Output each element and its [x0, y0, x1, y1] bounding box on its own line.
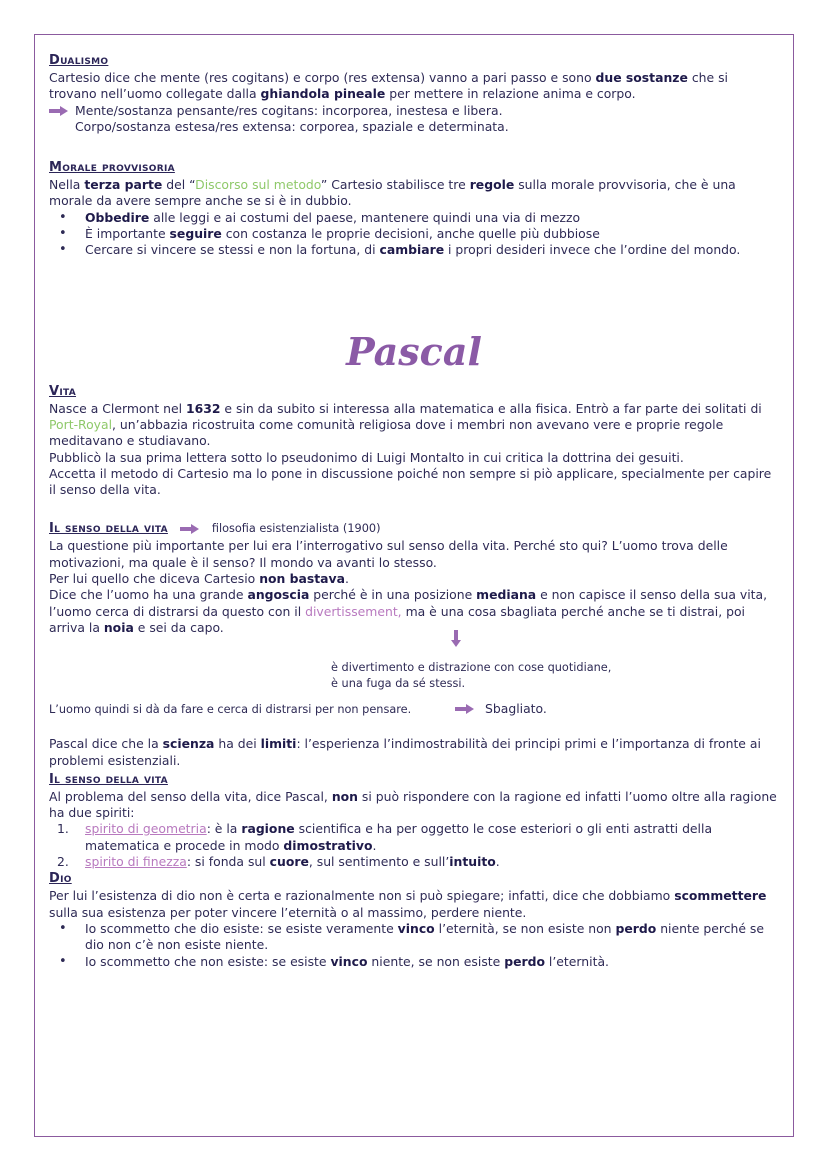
- arrow-down-icon: [451, 630, 461, 648]
- heading-senso-della-vita: Il senso della vita: [49, 521, 168, 537]
- dualismo-line-mente: Mente/sostanza pensante/res cogitans: incorporea, inestesa e libera.: [75, 102, 503, 118]
- list-item: 1. spirito di geometria: è la ragione scientifica e ha per oggetto le cose esteriori o gli enti astratti della matematica e procede in modo dimostrativo.: [57, 821, 713, 853]
- vita-paragraph-metodo: Accetta il metodo di Cartesio ma lo pone in discussione poiché non sempre si piò applicare, specialmente per capire il senso della vita.: [49, 465, 772, 498]
- vita-paragraph: Nasce a Clermont nel 1632 e sin da subito si interessa alla matematica e alla fisica. Entrò a far parte dei solitati di Port-Royal, un’abbazia ricostruita come comunità religiosa dove i membri non avevano vere e proprie regole meditavano e studiavano.: [49, 400, 762, 449]
- document-body: [49, 48, 779, 970]
- senso-note: filosofia esistenzialista (1900): [211, 522, 381, 536]
- port-royal-link[interactable]: Port-Royal: [49, 416, 113, 432]
- divertissement-annotation: [49, 636, 779, 702]
- heading-dio: Dio: [49, 871, 72, 887]
- arrow-right-icon: [49, 106, 69, 116]
- senso-paragraph-2: Per lui quello che diceva Cartesio non bastava.: [49, 571, 349, 587]
- senso-conclusion: L’uomo quindi si dà da fare e cerca di distrarsi per non pensare.: [49, 703, 412, 717]
- arrow-right-icon: [455, 704, 475, 714]
- vita-paragraph-lettera: Pubblicò la sua prima lettera sotto lo pseudonimo di Luigi Montalto in cui critica la dottrina dei gesuiti.: [49, 449, 684, 465]
- senso-paragraph-1: La questione più importante per lui era l’interrogativo sul senso della vita. Perché sto qui? L’uomo trova delle motivazioni, ma quale è il senso? Il mondo va avanti lo stesso.: [49, 538, 728, 570]
- heading-morale-provvisoria: Morale provvisoria: [49, 160, 175, 176]
- dio-paragraph: Per lui l’esistenza di dio non è certa e razionalmente non si può spiegare; infatti, dice che dobbiamo scommettere sulla sua esistenza per poter vincere l’eternità o al massimo, perdere niente.: [49, 888, 767, 920]
- senso-conclusion-row: [49, 702, 779, 720]
- dio-list: [49, 921, 779, 970]
- spiriti-list: [49, 821, 779, 870]
- spirito-di-geometria-link[interactable]: spirito di geometria: [85, 821, 207, 837]
- list-item: • È importante seguire con costanza le proprie decisioni, anche quelle più dubbiose: [49, 226, 779, 242]
- heading-dualismo: Dualismo: [49, 53, 109, 68]
- morale-rules-list: [49, 210, 779, 259]
- discorso-sul-metodo-link[interactable]: Discorso sul metodo: [195, 177, 321, 193]
- heading-vita: Vita: [49, 383, 77, 399]
- senso-heading-row: [49, 520, 779, 538]
- list-item: • Obbedire alle leggi e ai costumi del paese, mantenere quindi una via di mezzo: [49, 210, 779, 226]
- list-item: • Io scommetto che dio esiste: se esiste veramente vinco l’eternità, se non esiste non perdo niente perché se dio non c’è non esiste niente.: [49, 921, 779, 954]
- list-item: • Cercare si vincere se stessi e non la fortuna, di cambiare i propri desideri invece che l’ordine del mondo.: [49, 242, 779, 258]
- list-item: • Io scommetto che non esiste: se esiste vinco niente, se non esiste perdo l’eternità.: [49, 954, 779, 970]
- spirito-di-finezza-link[interactable]: spirito di finezza: [85, 854, 187, 870]
- morale-intro: Nella terza parte del “Discorso sul metodo” Cartesio stabilisce tre regole sulla morale provvisoria, che è una morale da avere sempre anche se si è in dubbio.: [49, 177, 736, 209]
- heading-senso-della-vita-2: Il senso della vita: [49, 771, 168, 787]
- annotation-line-1: è divertimento e distrazione con cose quotidiane,: [331, 661, 612, 675]
- senso2-paragraph: Al problema del senso della vita, dice Pascal, non si può rispondere con la ragione ed infatti l’uomo oltre alla ragione ha due spiriti:: [49, 788, 777, 821]
- dualismo-list: [49, 103, 779, 136]
- senso-paragraph-3: Dice che l’uomo ha una grande angoscia perché è in una posizione mediana e non capisce il senso della sua vita, l’uomo cerca di distrarsi da questo con il divertissement, ma è una cosa sbagliata perché anche se ti distrai, poi arriva la noia e sei da capo.: [49, 587, 768, 635]
- annotation-line-2: è una fuga da sé stessi.: [331, 677, 466, 691]
- senso-conclusion-result: Sbagliato.: [485, 701, 547, 717]
- dualismo-line-corpo: Corpo/sostanza estesa/res extensa: corporea, spaziale e determinata.: [75, 118, 509, 134]
- dualismo-paragraph: Cartesio dice che mente (res cogitans) e corpo (res extensa) vanno a pari passo e sono due sostanze che si trovano nell’uomo collegate dalla ghiandola pineale per mettere in relazione anima e corpo.: [49, 70, 728, 102]
- senso-paragraph-scienza: Pascal dice che la scienza ha dei limiti: l’esperienza l’indimostrabilità dei principi primi e l’importanza di fronte ai problemi esistenziali.: [49, 736, 761, 768]
- list-item: 2. spirito di finezza: si fonda sul cuore, sul sentimento e sull’intuito.: [57, 854, 500, 870]
- arrow-right-icon: [180, 524, 200, 534]
- divertissement-link[interactable]: divertissement,: [305, 603, 402, 619]
- page-title: Pascal: [346, 328, 482, 374]
